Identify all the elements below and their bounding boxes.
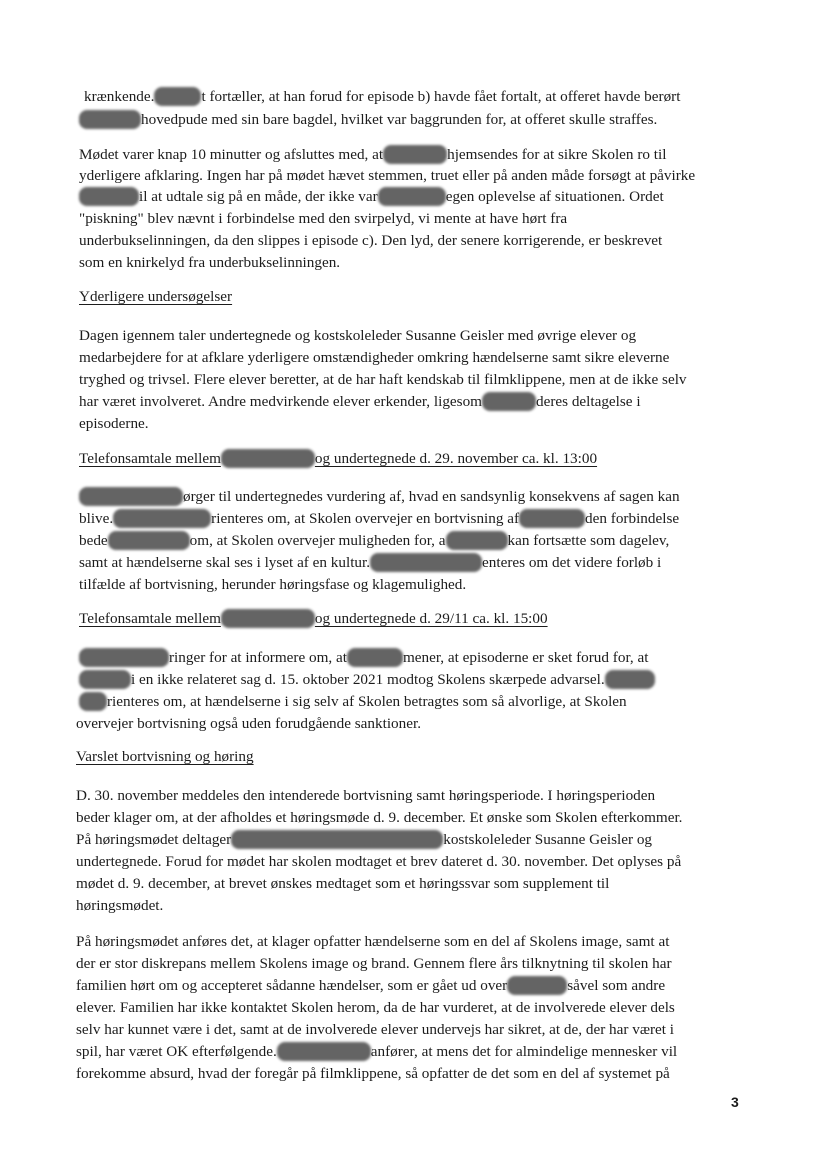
redaction-mark (113, 509, 211, 528)
text-segment: spil, har været OK efterfølgende. (76, 1043, 277, 1060)
redaction-mark (605, 670, 655, 689)
text-segment: anfører, at mens det for almindelige mennesker vil (370, 1043, 678, 1060)
redaction-mark (221, 609, 315, 628)
text-segment: deres deltagelse i (535, 393, 641, 410)
redaction-mark (79, 110, 141, 129)
text-line (79, 531, 669, 551)
text-segment: ringer for at informere om, at (169, 649, 347, 666)
text-segment: rienteres om, at Skolen overvejer en bortvisning af (211, 510, 520, 527)
text-segment: tryghed og trivsel. Flere elever beretter, at de har haft kendskab til filmklippene, men at de ikke selv (79, 371, 687, 388)
redaction-mark (79, 692, 107, 711)
text-segment: beder klager om, at der afholdes et høringsmøde d. 9. december. Et ønske som Skolen efterkommer. (76, 809, 683, 826)
text-segment: Mødet varer knap 10 minutter og afsluttes med, at (79, 146, 384, 163)
text-segment: tilfælde af bortvisning, herunder høringsfase og klagemulighed. (79, 576, 467, 593)
text-line (79, 487, 680, 507)
text-line (76, 896, 163, 916)
text-line (79, 575, 466, 595)
text-segment: selv har kunnet være i det, samt at de involverede elever undervejs har sikret, at de, der har været i (76, 1021, 675, 1038)
text-line (76, 1042, 677, 1062)
text-line (79, 231, 662, 251)
text-segment: Telefonsamtale mellem (79, 450, 221, 467)
text-line (79, 166, 695, 186)
text-segment: samt at hændelserne skal ses i lyset af en kultur. (79, 554, 371, 571)
section-heading (79, 287, 232, 307)
text-line (79, 253, 340, 273)
text-segment: D. 30. november meddeles den intenderede bortvisning samt høringsperiode. I høringsperioden (76, 787, 656, 804)
text-line (76, 1020, 674, 1040)
text-line (76, 874, 609, 894)
text-segment: Yderligere undersøgelser (79, 288, 233, 305)
text-segment: elever. Familien har ikke kontaktet Skolen herom, da de har vurderet, at de involverede elever dels (76, 999, 675, 1016)
text-line (79, 692, 627, 712)
text-segment: undertegnede. Forud for mødet har skolen modtaget et brev dateret d. 30. november. Det oplyses på (76, 853, 682, 870)
text-segment: bede (79, 532, 108, 549)
text-line (79, 509, 679, 529)
text-line (76, 852, 681, 872)
redaction-mark (383, 145, 447, 164)
text-segment: hjemsendes for at sikre Skolen ro til (447, 146, 667, 163)
text-segment: Varslet bortvisning og høring (76, 748, 254, 765)
text-line (76, 808, 682, 828)
text-line (79, 670, 655, 690)
text-line (76, 954, 672, 974)
text-line (76, 976, 665, 996)
text-line (79, 209, 567, 229)
text-segment: familien hørt om og accepteret sådanne hændelser, som er gået ud over (76, 977, 508, 994)
text-segment: krænkende. (84, 88, 155, 105)
text-segment: høringsmødet. (76, 897, 164, 914)
text-line (76, 932, 669, 952)
text-segment: underbukselinningen, da den slippes i episode c). Den lyd, der senere korrigerende, er beskrevet (79, 232, 663, 249)
section-heading (76, 747, 254, 767)
text-segment: På høringsmødet anføres det, at klager opfatter hændelserne som en del af Skolens image, samt at (76, 933, 670, 950)
text-segment: il at udtale sig på en måde, der ikke var (139, 188, 378, 205)
redaction-mark (154, 87, 201, 106)
redaction-mark (446, 531, 508, 550)
text-segment: som en knirkelyd fra underbukselinningen. (79, 254, 341, 271)
text-segment: har været involveret. Andre medvirkende elever erkender, ligesom (79, 393, 482, 410)
redaction-mark (79, 648, 169, 667)
redaction-mark (79, 487, 183, 506)
text-segment: kostskoleleder Susanne Geisler og (443, 831, 653, 848)
redaction-mark (378, 187, 446, 206)
text-segment: rienteres om, at hændelserne i sig selv af Skolen betragtes som så alvorlige, at Skolen (107, 693, 627, 710)
text-segment: På høringsmødet deltager (76, 831, 232, 848)
redaction-mark (277, 1042, 371, 1061)
section-heading (79, 609, 548, 629)
text-line (79, 648, 648, 668)
text-segment: såvel som andre (567, 977, 666, 994)
text-segment: om, at Skolen overvejer muligheden for, a (189, 532, 446, 549)
text-segment: t fortæller, at han forud for episode b) havde fået fortalt, at offeret havde berørt (201, 88, 681, 105)
text-line (79, 145, 666, 165)
redaction-mark (347, 648, 403, 667)
section-heading (79, 449, 597, 469)
text-segment: medarbejdere for at afklare yderligere omstændigheder omkring hændelserne samt sikre eleverne (79, 349, 670, 366)
text-line (79, 553, 661, 573)
text-line (79, 187, 664, 207)
redaction-mark (108, 531, 190, 550)
text-line (84, 87, 680, 107)
text-segment: der er stor diskrepans mellem Skolens image og brand. Gennem flere års tilknytning til skolen har (76, 955, 672, 972)
text-line (76, 1064, 670, 1084)
text-segment: Telefonsamtale mellem (79, 610, 221, 627)
text-segment: yderligere afklaring. Ingen har på mødet hævet stemmen, truet eller på anden måde forsøgt at påvirke (79, 167, 696, 184)
page-number: 3 (731, 1094, 739, 1110)
text-segment: og undertegnede d. 29/11 ca. kl. 15:00 (314, 610, 548, 627)
redaction-mark (370, 553, 482, 572)
redaction-mark (519, 509, 585, 528)
text-line (76, 714, 421, 734)
text-segment: den forbindelse (585, 510, 680, 527)
redaction-mark (507, 976, 567, 995)
text-segment: kan fortsætte som dagelev, (507, 532, 670, 549)
text-segment: hovedpude med sin bare bagdel, hvilket var baggrunden for, at offeret skulle straffes. (141, 111, 658, 128)
text-segment: Dagen igennem taler undertegnede og kostskoleleder Susanne Geisler med øvrige elever og (79, 327, 637, 344)
redaction-mark (79, 187, 139, 206)
text-segment: episoderne. (79, 415, 149, 432)
text-line (76, 830, 652, 850)
text-segment: enteres om det videre forløb i (482, 554, 662, 571)
text-line (79, 110, 657, 130)
redaction-mark (221, 449, 315, 468)
text-segment: og undertegnede d. 29. november ca. kl. 13:00 (314, 450, 598, 467)
redaction-mark (231, 830, 443, 849)
text-segment: overvejer bortvisning også uden forudgående sanktioner. (76, 715, 421, 732)
text-line (79, 414, 149, 434)
text-line (79, 392, 641, 412)
text-line (79, 326, 636, 346)
text-line (79, 348, 669, 368)
text-line (79, 370, 687, 390)
redaction-mark (79, 670, 131, 689)
text-segment: egen oplevelse af situationen. Ordet (445, 188, 664, 205)
redaction-mark (482, 392, 536, 411)
text-segment: blive. (79, 510, 114, 527)
text-segment: forekomme absurd, hvad der foregår på filmklippene, så opfatter de det som en del af systemet på (76, 1065, 670, 1082)
text-segment: i en ikke relateret sag d. 15. oktober 2021 modtog Skolens skærpede advarsel. (131, 671, 605, 688)
text-segment: "piskning" blev nævnt i forbindelse med den svirpelyd, vi mente at have hørt fra (79, 210, 568, 227)
text-line (76, 786, 655, 806)
text-segment: ørger til undertegnedes vurdering af, hvad en sandsynlig konsekvens af sagen kan (183, 488, 680, 505)
text-segment: mener, at episoderne er sket forud for, at (402, 649, 649, 666)
text-line (76, 998, 675, 1018)
text-segment: mødet d. 9. december, at brevet ønskes medtaget som et høringssvar som supplement til (76, 875, 610, 892)
